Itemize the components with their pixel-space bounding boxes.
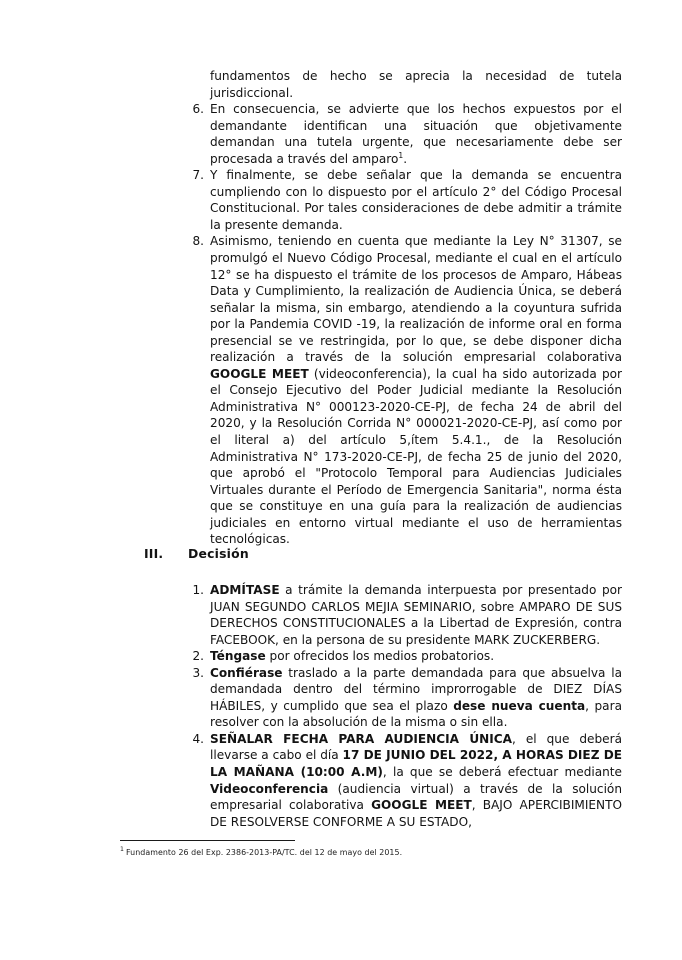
decision-item-text [210,665,622,731]
text-run: (audiencia virtual) a través de la solución empresarial colaborativa [210,781,622,813]
decision-list [144,582,622,830]
emphasis-run: Téngase [210,649,266,664]
considerando-item-number: 6. [192,102,204,117]
decision-item-text [210,648,622,665]
emphasis-run: ADMÍTASE [210,583,280,597]
text-run: Asimismo, teniendo en cuenta que mediante la Ley N° 31307, se promulgó el Nuevo Código Procesal, mediante el cual en el artículo 12° se ha dispuesto el trámite de los procesos de Amparo, Hábeas Data y Cumplimiento, la realización de Audiencia Única, se deberá señalar la misma, sin embargo, atendiendo a la coyuntura sufrida por la Pandemia COVID -19, la realización de informe oral en forma presencial se ve restringida, por lo que, se debe disponer dicha realización a través de la solución empresarial colaborativa [210,234,622,365]
footnote-separator-rule [120,840,295,841]
body-text-column [144,68,622,548]
decision-item [144,731,622,830]
text-run: En consecuencia, se advierte que los hechos expuestos por el demandante identifican una situación que objetivamente demandan una tutela urgente, que necesariamente debe ser procesada a través del amparo [210,102,622,166]
decision-item [144,648,622,665]
text-run: , la que se deberá efectuar mediante [382,765,622,780]
footnote-area [120,840,620,858]
section-heading [144,546,249,561]
text-run: traslado a la parte demandada para que absuelva la demandada dentro del término improrrogable de DIEZ DÍAS HÁBILES, y cumplido que sea el plazo [210,665,622,713]
emphasis-run: Videoconferencia [210,781,329,796]
footnote-marker: 1 [120,846,124,854]
footnote-text: Fundamento 26 del Exp. 2386-2013-PA/TC. del 12 de mayo del 2015. [126,848,403,857]
considerando-item [144,167,622,233]
continuation-paragraph [210,68,622,101]
considerando-item-number: 7. [192,168,204,183]
text-run: por ofrecidos los medios probatorios. [265,649,495,664]
section-number: III. [144,546,164,561]
decision-block [144,582,622,830]
continuation-paragraph-text: fundamentos de hecho se aprecia la necesidad de tutela jurisdiccional. [210,69,622,100]
footnote-reference-marker: 1 [398,150,404,160]
emphasis-run: 17 DE JUNIO DEL 2022, A HORAS DIEZ DE LA MAÑANA (10:00 A.M) [210,748,622,780]
text-run: , para resolver con la absolución de la misma o sin ella. [210,698,622,730]
text-run: Y finalmente, se debe señalar que la demanda se encuentra cumpliendo con lo dispuesto por el artículo 2° del Código Procesal Constitucional. Por tales consideraciones de debe admitir a trámite la presente demanda. [210,168,622,232]
considerando-item-text [210,167,622,233]
text-run: (videoconferencia), la cual ha sido autorizada por el Consejo Ejecutivo del Poder Judicial mediante la Resolución Administrativa N° 000123-2020-CE-PJ, de fecha 24 de abril del 2020, y la Resolución Corrida N° 000021-2020-CE-PJ, así como por el literal a) del artículo 5,ítem 5.4.1., de la Resolución Administrativa N° 173-2020-CE-PJ, de fecha 25 de junio del 2020, que aprobó el "Protocolo Temporal para Audiencias Judiciales Virtuales durante el Período de Emergencia Sanitaria", norma ésta que se constituye en una guía para la realización de audiencias judiciales en entorno virtual mediante el uso de herramientas tecnológicas. [210,366,622,547]
emphasis-run: GOOGLE MEET [371,798,472,813]
decision-item [144,582,622,648]
considerando-item [144,233,622,547]
text-run: , BAJO APERCIBIMIENTO DE RESOLVERSE CONFORME A SU ESTADO, [210,798,623,829]
decision-item-number: 4. [192,731,204,746]
decision-item-text [210,582,622,648]
decision-item [144,665,622,731]
considerando-item-text [210,233,622,547]
section-title: Decisión [188,546,249,561]
emphasis-run: SEÑALAR FECHA PARA AUDIENCIA ÚNICA [210,731,513,746]
considerandos-list [144,101,622,548]
emphasis-run: Confiérase [210,665,283,680]
considerando-item-text [210,101,622,167]
emphasis-run: dese nueva cuenta [453,698,586,713]
text-run: a trámite la demanda interpuesta por presentado por JUAN SEGUNDO CARLOS MEJIA SEMINARIO, sobre AMPARO DE SUS DERECHOS CONSTITUCIONALES a la Libertad de Expresión, contra FACEBOOK, en la persona de su presidente MARK ZUCKERBERG. [210,583,622,647]
text-run: , el que deberá llevarse a cabo el día [210,731,622,763]
considerando-item-number: 8. [192,234,204,249]
text-run: . [403,151,408,166]
decision-item-number: 1. [192,583,204,597]
considerando-item [144,101,622,167]
decision-item-text [210,731,622,830]
decision-item-number: 3. [192,665,204,680]
emphasis-run: GOOGLE MEET [210,366,309,381]
decision-item-number: 2. [192,649,204,664]
footnote [120,847,620,858]
